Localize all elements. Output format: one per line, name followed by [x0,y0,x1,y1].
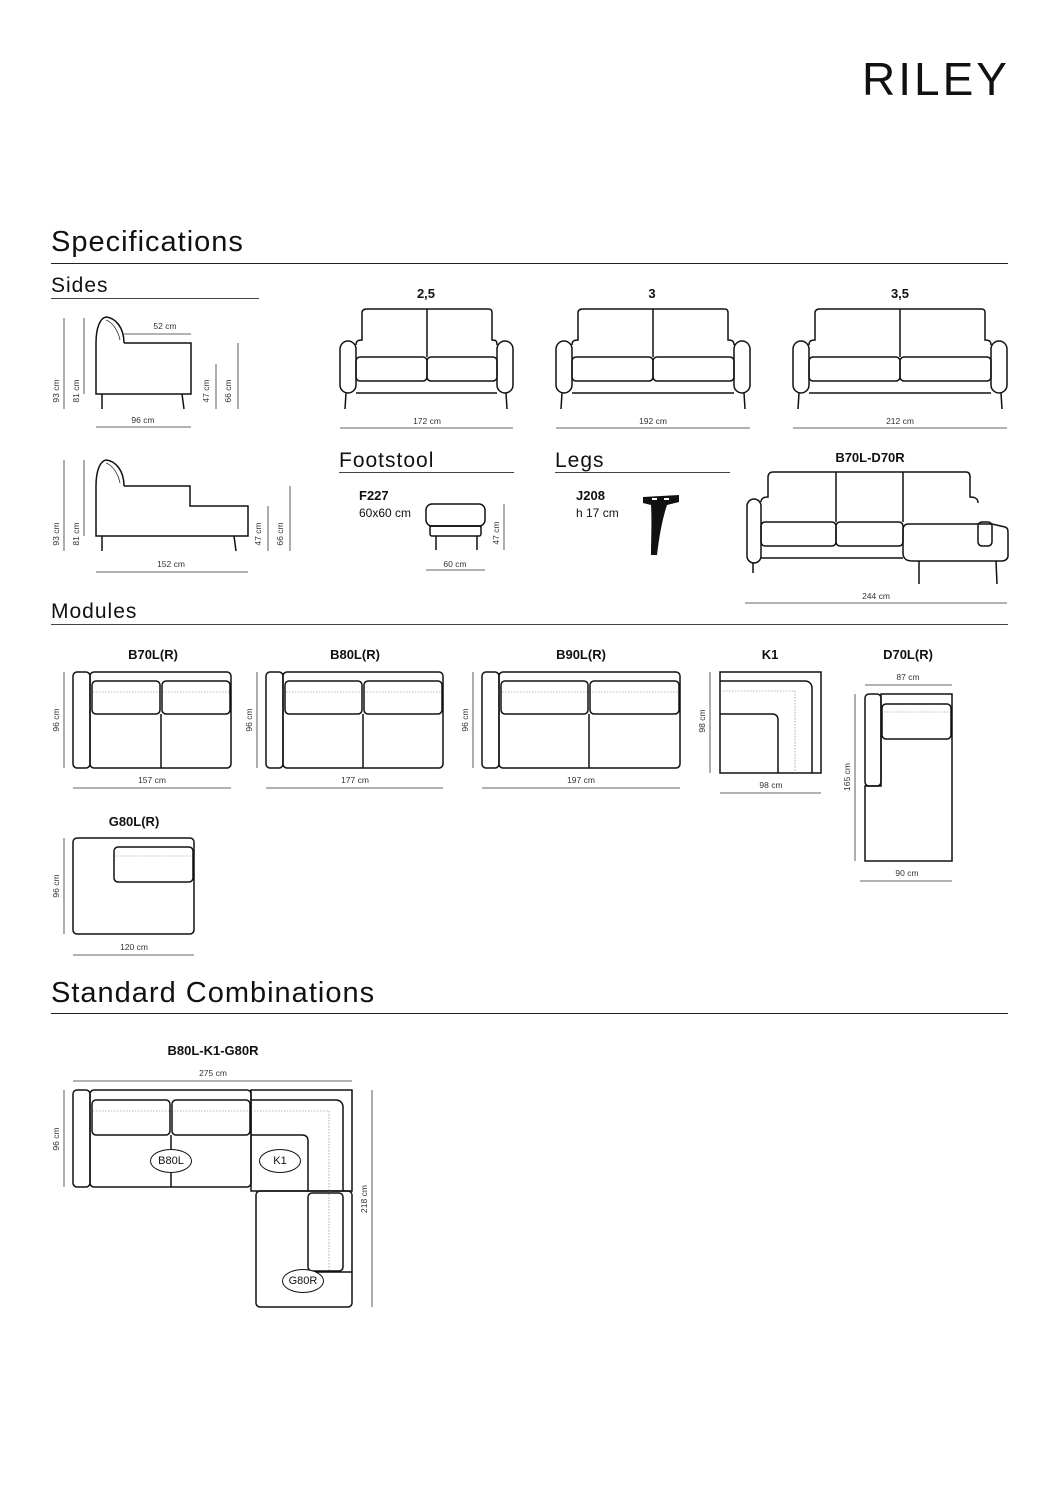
sofa-label-3-5: 3,5 [890,286,910,301]
side-bottom-back-height: 81 cm [71,522,81,546]
tag-b80l: B80L [150,1149,192,1173]
module-b80-width: 177 cm [341,775,369,785]
module-b70-depth: 96 cm [51,708,61,732]
sofa-width-3: 192 cm [639,416,667,426]
brand-logo: RILEY [862,53,1010,105]
module-label-g80: G80L(R) [108,814,160,829]
module-b80-depth: 96 cm [244,708,254,732]
corner-sofa-width: 244 cm [862,591,890,601]
corner-sofa-label: B70L-D70R [835,450,905,465]
legs-code: J208 [576,488,605,503]
side-top-total-height: 93 cm [51,379,61,403]
sofa-width-3-5: 212 cm [886,416,914,426]
sofa-label-2-5: 2,5 [416,286,436,301]
module-label-k1: K1 [761,647,779,662]
module-label-b90: B90L(R) [556,647,606,662]
side-top-depth: 96 cm [131,415,155,425]
modules-heading: Modules [51,600,138,623]
combination-label: B80L-K1-G80R [167,1043,259,1058]
module-label-b70: B70L(R) [128,647,178,662]
module-g80-width: 120 cm [120,942,148,952]
standard-combinations-heading: Standard Combinations [51,977,376,1009]
legs-heading: Legs [555,449,605,472]
footstool-width: 60 cm [443,559,467,569]
module-k1-depth: 98 cm [697,709,707,733]
sofa-width-2-5: 172 cm [413,416,441,426]
footstool-heading: Footstool [339,449,435,472]
module-b70-width: 157 cm [138,775,166,785]
combination-depth: 96 cm [51,1127,61,1151]
module-d70-length: 165 cm [842,763,852,791]
side-top-seat-height: 66 cm [223,379,233,403]
combination-length: 218 cm [359,1185,369,1213]
tag-k1: K1 [259,1149,301,1173]
tag-g80r: G80R [282,1269,324,1293]
legs-height: h 17 cm [576,506,619,520]
combination-width: 275 cm [199,1068,227,1078]
side-bottom-arm-height: 47 cm [253,522,263,546]
specifications-heading: Specifications [51,226,244,258]
footstool-size: 60x60 cm [359,506,412,520]
side-top-seat-depth: 52 cm [153,321,177,331]
module-label-d70: D70L(R) [883,647,933,662]
side-bottom-depth: 152 cm [157,559,185,569]
module-k1-width: 98 cm [759,780,783,790]
footstool-code: F227 [359,488,389,503]
module-d70-top-width: 87 cm [896,672,920,682]
sides-heading: Sides [51,274,109,297]
module-b90-depth: 96 cm [460,708,470,732]
footstool-height: 47 cm [491,521,501,545]
module-d70-width: 90 cm [895,868,919,878]
side-bottom-total-height: 93 cm [51,522,61,546]
side-top-arm-height: 47 cm [201,379,211,403]
sofa-label-3: 3 [648,286,656,301]
module-label-b80: B80L(R) [330,647,380,662]
side-bottom-seat-height: 66 cm [275,522,285,546]
module-g80-depth: 96 cm [51,874,61,898]
module-b90-width: 197 cm [567,775,595,785]
side-top-back-height: 81 cm [71,379,81,403]
